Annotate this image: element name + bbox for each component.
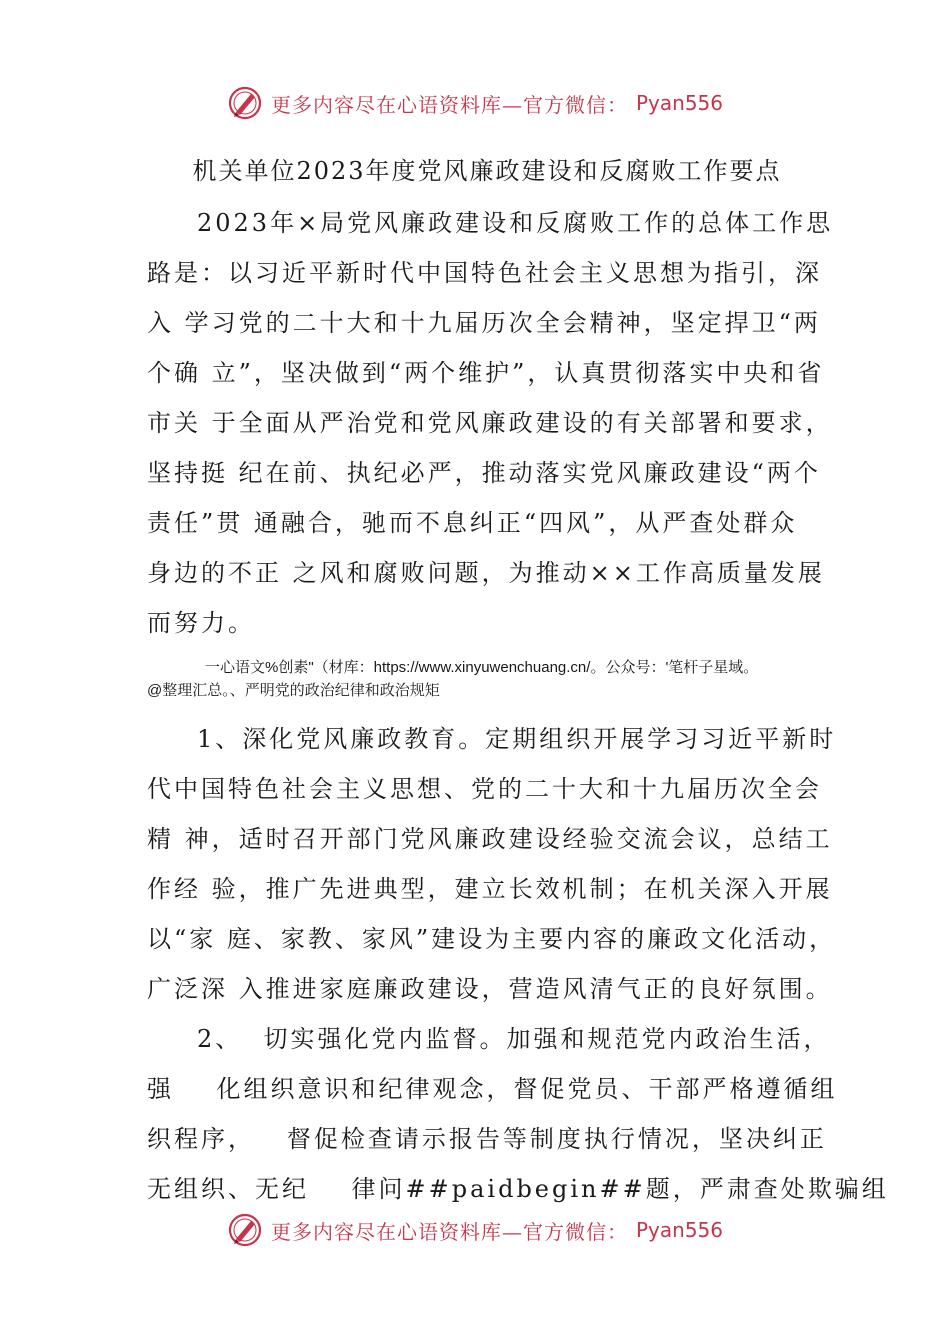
source-note [147,656,827,702]
text-line: 以“家 庭、家教、家风”建设为主要内容的廉政文化活动， [147,925,837,953]
section-1-paragraph [147,714,837,1014]
source-note-line: @整理汇总。、严明党的政治纪律和政治规矩 [147,682,440,699]
watermark-banner-bottom [0,1207,950,1253]
text-line: 2023年×局党风廉政建设和反腐败工作的总体工作思 [197,209,834,237]
banner-text: 更多内容尽在心语资料库—官方微信： [270,1219,628,1244]
text-line: 代中国特色社会主义思想、党的二十大和十九届历次全会 [147,775,822,803]
banner-text: 更多内容尽在心语资料库—官方微信： [270,92,628,117]
text-line: 广泛深 入推进家庭廉政建设，营造风清气正的良好氛围。 [147,975,833,1003]
document-title: 机关单位2023年度党风廉政建设和反腐败工作要点 [192,157,782,185]
pen-seal-logo-icon [227,1212,263,1248]
source-note-line: 一心语文%创素"（材库：https://www.xinyuwenchuang.cn/。公众号：'笔杆子星域。 [205,659,759,676]
text-line: 强 化组织意识和纪律观念，督促党员、干部严格遵循组 [147,1075,838,1103]
text-line: 身边的不正 之风和腐败问题，为推动××工作高质量发展 [147,559,825,587]
section-2-paragraph [147,1014,889,1214]
banner-wechat-id: Pyan556 [635,1218,723,1242]
text-line: 市关 于全面从严治党和党风廉政建设的有关部署和要求， [147,409,833,437]
document-body [147,148,889,1214]
pen-seal-logo-icon [227,85,263,121]
text-line: 无组织、无纪 律问##paidbegin##题，严肃查处欺骗组 [147,1175,889,1203]
text-line: 而努力。 [147,609,255,637]
text-line: 2、 切实强化党内监督。加强和规范党内政治生活， [197,1025,831,1053]
text-line: 1、深化党风廉政教育。定期组织开展学习习近平新时 [197,725,837,753]
banner-wechat-id: Pyan556 [635,91,723,115]
text-line: 入 学习党的二十大和十九届历次全会精神，坚定捍卫“两 [147,309,821,337]
text-line: 作经 验，推广先进典型，建立长效机制；在机关深入开展 [147,875,833,903]
text-line: 责任”贯 通融合，驰而不息纠正“四风”，从严查处群众 [147,509,798,537]
text-line: 织程序， 督促检查请示报告等制度执行情况，坚决纠正 [147,1125,827,1153]
watermark-banner-top [0,80,950,126]
text-line: 精 神，适时召开部门党风廉政建设经验交流会议，总结工 [147,825,833,853]
text-line: 路是：以习近平新时代中国特色社会主义思想为指引，深 [147,259,822,287]
text-line: 个确 立”，坚决做到“两个维护”，认真贯彻落实中央和省 [147,359,825,387]
text-line: 坚持挺 纪在前、执纪必严，推动落实党风廉政建设“两个 [147,459,821,487]
intro-paragraph [147,198,834,648]
